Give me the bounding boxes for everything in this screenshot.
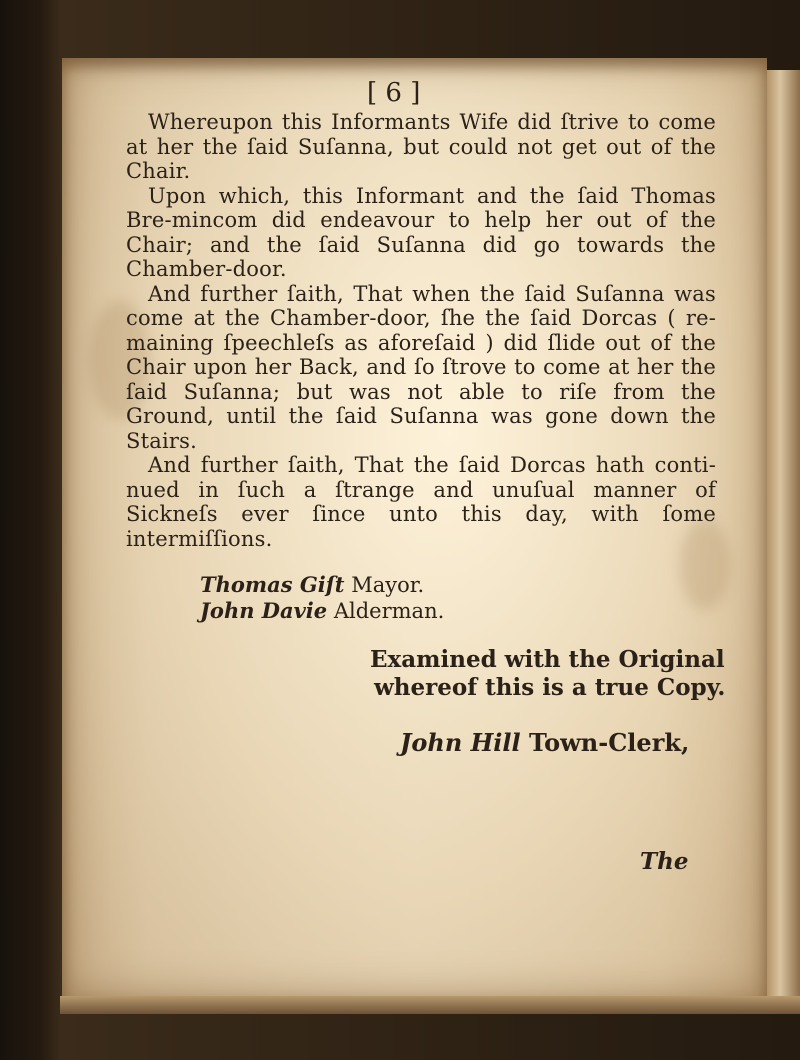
clerk-title: Town-Clerk, bbox=[529, 728, 690, 757]
catchword: The bbox=[640, 848, 689, 875]
paragraph: And further ſaith, That the ſaid Dorcas hath conti-nued in ſuch a ſtrange and unuſual manner of Sickneſs ever ſince unto this day, with ſome intermiſſions. bbox=[126, 453, 716, 551]
page-bottom-edge bbox=[60, 996, 800, 1014]
page-edge bbox=[767, 70, 800, 1000]
signature-line bbox=[200, 572, 444, 598]
certification-text bbox=[370, 646, 725, 702]
signatory-title: Alderman. bbox=[333, 599, 445, 623]
paragraph: Upon which, this Informant and the ſaid Thomas Bre-mincom did endeavour to help her out of the Chair; and the ſaid Suſanna did go towards the Chamber-door. bbox=[126, 183, 716, 281]
clerk-name: John Hill bbox=[400, 728, 521, 757]
certification-line: whereof this is a true Copy. bbox=[374, 674, 726, 701]
page-number: [ 6 ] bbox=[367, 78, 421, 108]
paragraph: And further ſaith, That when the ſaid Suſanna was come at the Chamber-door, ſhe the ſaid Dorcas ( re-maining ſpeechleſs as aforeſaid ) did ſlide out of the Chair upon her Back, and ſo ſtrove to come at her the ſaid Suſanna; but was not able to riſe from the Ground, until the ſaid Suſanna was gone down the Stairs. bbox=[126, 281, 716, 453]
signature-line bbox=[200, 598, 444, 624]
certification-line: Examined with the Original bbox=[370, 646, 725, 673]
signature-block bbox=[200, 572, 444, 624]
paragraph: Whereupon this Informants Wife did ſtrive to come at her the ſaid Suſanna, but could not get out of the Chair. bbox=[126, 110, 716, 183]
signatory-name: Thomas Giſt bbox=[200, 572, 345, 597]
signatory-title: Mayor. bbox=[351, 573, 425, 597]
body-text bbox=[126, 110, 716, 551]
signatory-name: John Davie bbox=[200, 598, 328, 623]
clerk-signature bbox=[400, 728, 689, 757]
